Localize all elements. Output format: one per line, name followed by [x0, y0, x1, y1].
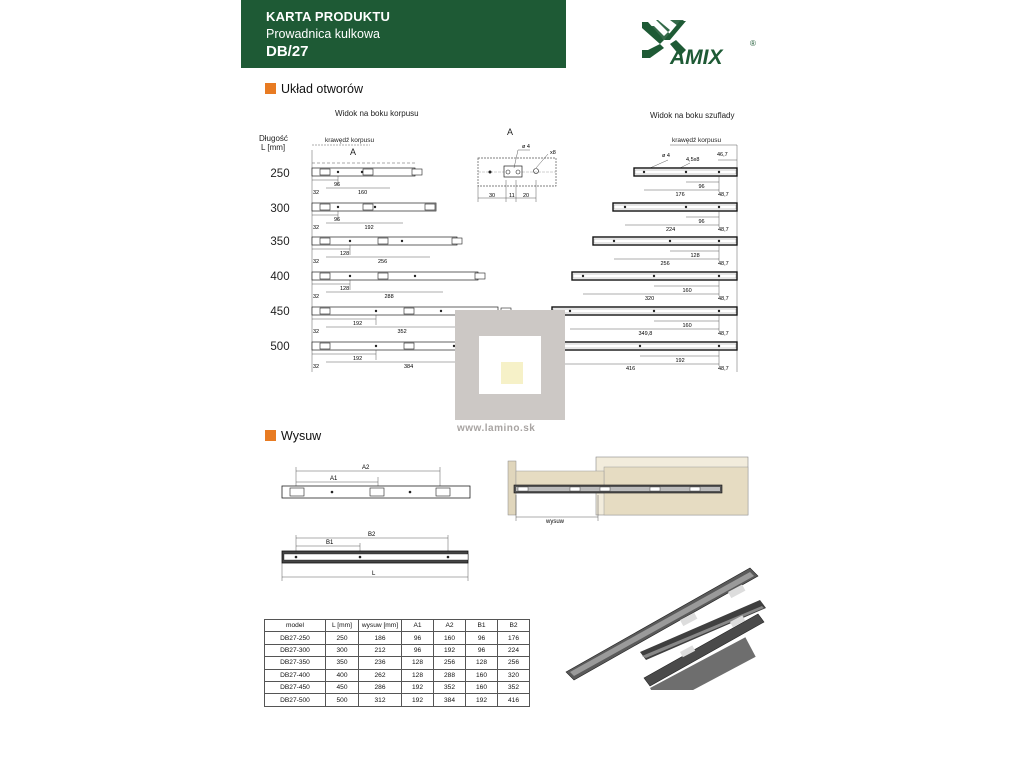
section-extension-label: Wysuw [281, 429, 322, 443]
rail-hole-slot [452, 238, 462, 244]
rail-hole-slot [320, 273, 330, 279]
dim-r1: 160 [682, 323, 692, 329]
rail-hole [582, 275, 584, 277]
rail-hole [718, 345, 720, 347]
table-cell: 256 [434, 657, 466, 669]
table-cell: 96 [402, 632, 434, 644]
right-rail-inner [594, 239, 736, 243]
table-cell: 160 [466, 669, 498, 681]
table-cell: 96 [466, 632, 498, 644]
dim-r2: 320 [645, 296, 655, 302]
header-model: model [265, 620, 326, 632]
table-cell: 286 [359, 681, 402, 693]
table-cell: DB27-500 [265, 694, 326, 706]
left-rail [312, 272, 478, 280]
rail-hole-slot [425, 204, 435, 210]
detail-title: A [507, 127, 514, 137]
label-wysuw: wysuw [546, 519, 565, 525]
rail-hole [613, 240, 615, 242]
table-cell: 416 [498, 694, 530, 706]
table-cell: 300 [326, 644, 359, 656]
left-view-caption: Widok na boku korpusu [335, 109, 419, 118]
label-b2: B2 [368, 532, 376, 538]
rail-hole-slot [320, 169, 330, 175]
table-cell: 160 [466, 681, 498, 693]
dim-a: 128 [340, 251, 350, 257]
table-cell: 384 [434, 694, 466, 706]
doc-subtitle: Prowadnica kulkowa [266, 27, 380, 41]
table-cell: 212 [359, 644, 402, 656]
label-b1: B1 [326, 540, 334, 546]
rail-hole [375, 310, 377, 312]
header-length: L [mm] [326, 620, 359, 632]
rail-hole [337, 171, 339, 173]
dim-48-7: 48,7 [718, 366, 729, 372]
rail-hole-slot [320, 238, 330, 244]
rail-hole [375, 345, 377, 347]
registered-mark: ® [750, 39, 756, 48]
rail-hole [669, 240, 671, 242]
dim-r1: 96 [698, 184, 705, 190]
table-cell: 192 [434, 644, 466, 656]
dim-b: 192 [364, 225, 374, 231]
table-row [265, 669, 530, 681]
dim-r1: 192 [675, 358, 685, 364]
header-a2: A2 [434, 620, 466, 632]
watermark-text: www.lamino.sk [457, 423, 536, 434]
table-cell: 160 [434, 632, 466, 644]
rail-hole [414, 275, 416, 277]
length-label: 500 [270, 341, 290, 353]
rail-hole [374, 206, 376, 208]
length-header-2: L [mm] [261, 143, 286, 152]
extension-drawing [270, 455, 490, 590]
table-cell: 96 [402, 644, 434, 656]
table-cell: 96 [466, 644, 498, 656]
rail-hole-slot [404, 308, 414, 314]
rail-hole-slot [412, 169, 422, 175]
length-label: 350 [270, 236, 290, 248]
table-cell: 128 [466, 657, 498, 669]
table-cell: 450 [326, 681, 359, 693]
dim-r1: 160 [682, 288, 692, 294]
rail-hole [653, 275, 655, 277]
rail-hole [337, 206, 339, 208]
rail-hole-slot [363, 169, 373, 175]
label-l: L [372, 571, 376, 577]
dim-b: 256 [378, 259, 388, 265]
rail-hole [624, 206, 626, 208]
rail-hole [685, 206, 687, 208]
table-cell: DB27-300 [265, 644, 326, 656]
table-cell: DB27-400 [265, 669, 326, 681]
dim-32: 32 [313, 329, 320, 335]
drawer-slide-photo [560, 560, 775, 690]
rail-hole [569, 310, 571, 312]
dim-48-7: 48,7 [718, 261, 729, 267]
dim-a: 96 [334, 182, 341, 188]
rail-hole [643, 171, 645, 173]
table-row [265, 632, 530, 644]
dim-32: 32 [313, 294, 320, 300]
dim-48-7: 48,7 [718, 192, 729, 198]
detail-a-drawing [470, 140, 570, 210]
dim-a: 128 [340, 286, 350, 292]
dim-r2: 416 [626, 366, 636, 372]
table-cell: DB27-450 [265, 681, 326, 693]
right-view-caption: Widok na boku szuflady [650, 111, 735, 120]
table-cell: 186 [359, 632, 402, 644]
table-cell: 288 [434, 669, 466, 681]
detail-dim-20: 20 [523, 193, 530, 199]
rail-hole [718, 275, 720, 277]
dim-r2: 349,8 [638, 331, 653, 337]
length-label: 400 [270, 271, 290, 283]
length-label: 250 [270, 168, 290, 180]
table-cell: 224 [498, 644, 530, 656]
detail-hole-label: ø 4 [522, 144, 530, 150]
table-cell: 256 [498, 657, 530, 669]
spec-table [264, 619, 530, 707]
rail-hole [401, 240, 403, 242]
table-row [265, 681, 530, 693]
table-cell: 352 [498, 681, 530, 693]
dim-48-7: 48,7 [718, 296, 729, 302]
dim-r1: 96 [698, 219, 705, 225]
dim-a: 192 [353, 356, 363, 362]
drawer-extension-illustration [500, 455, 755, 530]
right-hole-label-2: 4,5x8 [686, 157, 700, 163]
dim-b: 160 [358, 190, 368, 196]
table-cell: 262 [359, 669, 402, 681]
rail-hole-slot [404, 343, 414, 349]
dim-32: 32 [313, 190, 320, 196]
length-label: 450 [270, 306, 290, 318]
dim-b: 352 [397, 329, 407, 335]
rail-hole [349, 240, 351, 242]
dim-32: 32 [313, 259, 320, 265]
dim-r2: 224 [666, 227, 676, 233]
table-cell: 192 [466, 694, 498, 706]
dim-32: 32 [313, 225, 320, 231]
brand-text: AMIX [670, 46, 723, 69]
rail-hole [349, 275, 351, 277]
detail-dim-30: 30 [489, 193, 496, 199]
product-code: DB/27 [266, 43, 309, 60]
length-label: 300 [270, 203, 290, 215]
spec-table-header-row [265, 620, 530, 632]
table-cell: 128 [402, 657, 434, 669]
right-hole-label-1: ø 4 [662, 153, 670, 159]
rail-hole [718, 240, 720, 242]
table-cell: 236 [359, 657, 402, 669]
table-row [265, 694, 530, 706]
right-rail-inner [553, 309, 736, 313]
lamino-watermark-logo [455, 310, 565, 420]
rail-hole [440, 310, 442, 312]
table-cell: 400 [326, 669, 359, 681]
rail-hole [361, 171, 363, 173]
table-cell: 128 [402, 669, 434, 681]
table-cell: 192 [402, 681, 434, 693]
table-cell: 176 [498, 632, 530, 644]
right-rail-inner [614, 205, 736, 209]
table-cell: 312 [359, 694, 402, 706]
right-top-dim: 46,7 [717, 152, 728, 158]
table-cell: DB27-250 [265, 632, 326, 644]
detail-dim-11: 11 [509, 193, 515, 199]
header-b2: B2 [498, 620, 530, 632]
orange-square-icon [265, 430, 276, 441]
dim-48-7: 48,7 [718, 331, 729, 337]
rail-hole [685, 171, 687, 173]
table-cell: DB27-350 [265, 657, 326, 669]
rail-hole-slot [320, 204, 330, 210]
header-b1: B1 [466, 620, 498, 632]
header-extension: wysuw [mm] [359, 620, 402, 632]
dim-a: 96 [334, 217, 341, 223]
table-cell: 192 [402, 694, 434, 706]
dim-48-7: 48,7 [718, 227, 729, 233]
label-a2: A2 [362, 465, 370, 471]
table-cell: 500 [326, 694, 359, 706]
rail-hole [718, 310, 720, 312]
dim-a: 192 [353, 321, 363, 327]
detail-x8: x8 [550, 150, 556, 156]
table-row [265, 644, 530, 656]
dim-b: 288 [384, 294, 394, 300]
table-cell: 352 [434, 681, 466, 693]
marker-a: A [350, 147, 357, 157]
edge-label-right: krawędź korpusu [672, 137, 722, 144]
section-title-extension [265, 429, 321, 443]
dim-b: 384 [404, 364, 414, 370]
header-a1: A1 [402, 620, 434, 632]
rail-hole-slot [320, 343, 330, 349]
dim-r2: 176 [675, 192, 685, 198]
length-header-1: Długość [259, 134, 288, 143]
drawing-line [680, 163, 690, 168]
edge-label-left: krawędź korpusu [325, 137, 375, 144]
rail-hole [639, 345, 641, 347]
dim-r2: 256 [660, 261, 670, 267]
table-cell: 320 [498, 669, 530, 681]
rail-hole [653, 310, 655, 312]
rail-hole-slot [475, 273, 485, 279]
label-a1: A1 [330, 476, 338, 482]
rail-hole-slot [363, 204, 373, 210]
doc-title: KARTA PRODUKTU [266, 9, 391, 24]
section-holes-label: Układ otworów [281, 82, 363, 96]
rail-hole [718, 171, 720, 173]
dim-r1: 128 [690, 253, 700, 259]
table-cell: 250 [326, 632, 359, 644]
rail-hole-slot [378, 238, 388, 244]
dim-32: 32 [313, 364, 320, 370]
table-row [265, 657, 530, 669]
rail-hole [718, 206, 720, 208]
rail-hole-slot [320, 308, 330, 314]
table-cell: 350 [326, 657, 359, 669]
drawing-line [650, 160, 668, 168]
rail-hole-slot [378, 273, 388, 279]
